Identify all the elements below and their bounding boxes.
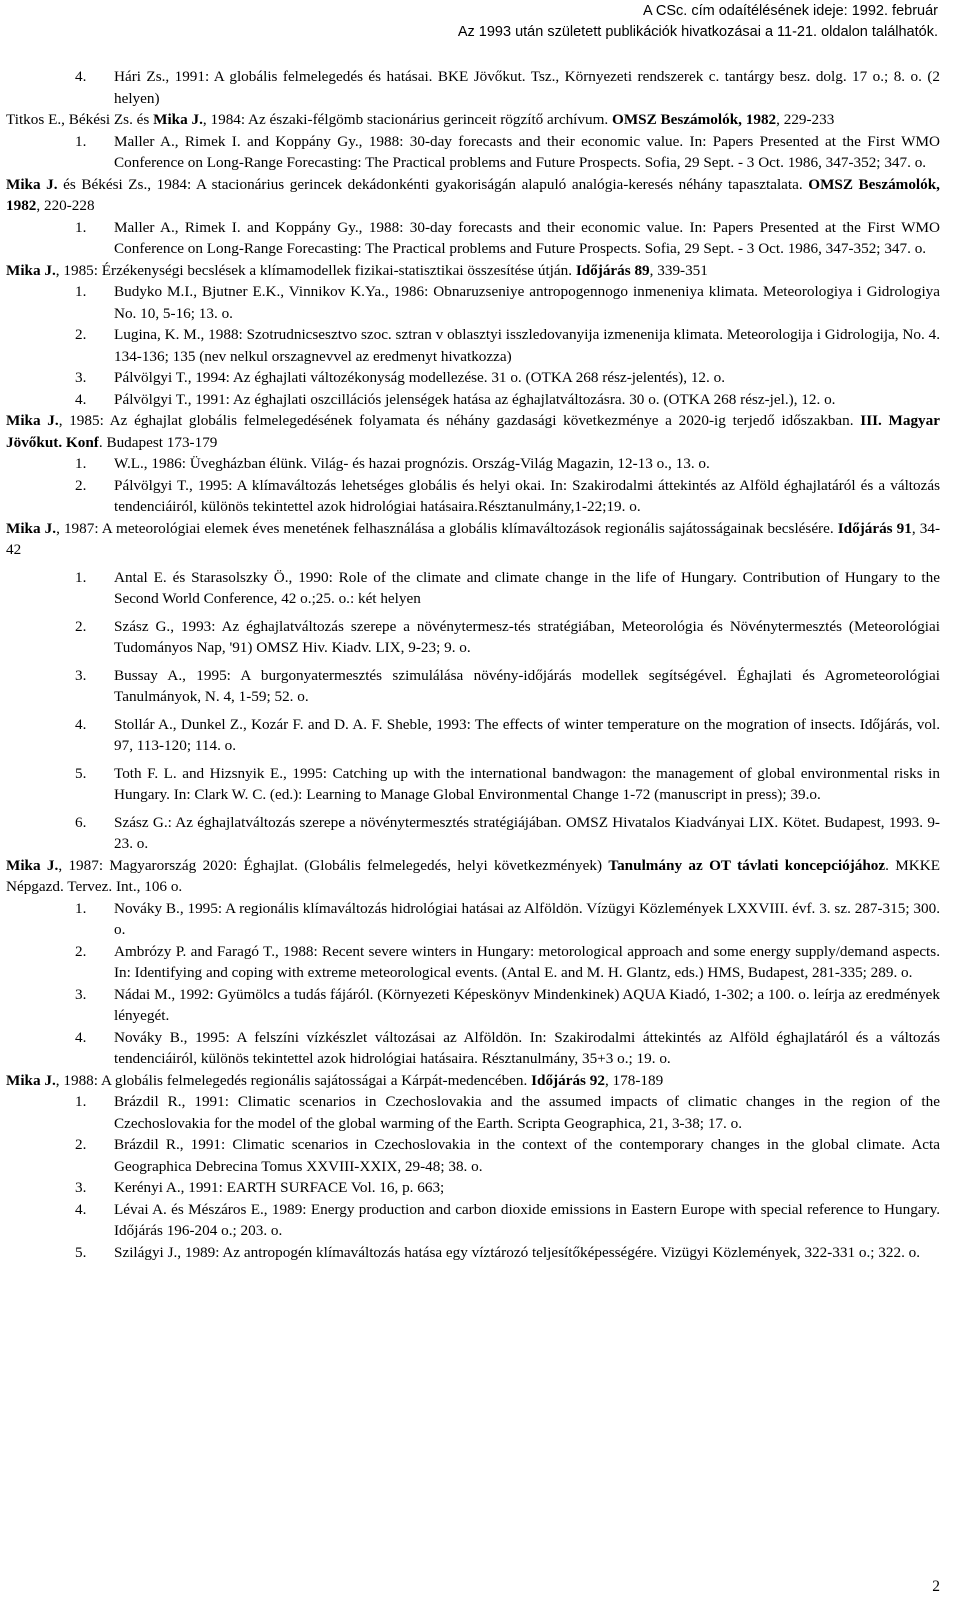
- citation-number: 1.: [75, 455, 87, 472]
- citation-number: 4.: [75, 390, 87, 408]
- citation-number: 2.: [75, 617, 87, 635]
- heading-text: , 1984: Az északi-félgömb stacionárius gerinceit rögzítő archívum.: [202, 111, 612, 128]
- citation-text: Brázdil R., 1991: Climatic scenarios in Czechoslovakia and the assumed impacts of climatic changes in the region of the Czechoslovakia for the model of the global warming of the Earth. Scripta Geographica, 21, 3-38; 17. o.: [114, 1093, 940, 1132]
- journal-name: Időjárás 89: [575, 261, 650, 279]
- citation-item: [6, 1177, 940, 1199]
- publication-heading: [6, 260, 940, 282]
- journal-name: Időjárás 91: [837, 519, 912, 537]
- header-line-2: Az 1993 után született publikációk hivatkozásai a 11-21. oldalon találhatók.: [457, 23, 938, 40]
- heading-text: Titkos E., Békési Zs. és: [6, 111, 154, 128]
- publication-heading: [6, 1070, 940, 1092]
- citation-number: 6.: [75, 813, 87, 831]
- publication-entry: [6, 518, 940, 855]
- citation-item: [6, 1091, 940, 1134]
- citation-number: 1.: [75, 1093, 87, 1110]
- heading-text: , 1987: Magyarország 2020: Éghajlat. (Globális felmelegedés, helyi következmények): [58, 856, 609, 874]
- citation-item: [6, 389, 940, 411]
- citation-number: 1.: [75, 132, 87, 150]
- author-name: Mika J.: [6, 175, 58, 193]
- publication-entry: [6, 410, 940, 518]
- citation-text: Brázdil R., 1991: Climatic scenarios in Czechoslovakia in the context of the contemporary changes in the global climate. Acta Geographica Debrecina Tomus XXVIII-XXIX, 29-48; 38. o.: [114, 1136, 940, 1175]
- heading-text: , 1987: A meteorológiai elemek éves menetének felhasználása a globális klímaváltozások regionális sajátosságainak becslésére.: [56, 519, 838, 537]
- citation-item: [6, 475, 940, 518]
- citation-item: [6, 1242, 940, 1264]
- citation-number: 5.: [75, 1243, 87, 1261]
- citation-text: W.L., 1986: Üvegházban élünk. Világ- és hazai prognózis. Ország-Világ Magazin, 12-13 o., 13. o.: [114, 455, 710, 472]
- citation-number: 3.: [75, 1179, 87, 1196]
- citation-list: [6, 567, 940, 855]
- publication-entry: [6, 1070, 940, 1264]
- heading-text: , 220-228: [36, 197, 95, 214]
- citation-text: Toth F. L. and Hizsnyik E., 1995: Catching up with the international bandwagon: the management of global environmental risks in Hungary. In: Clark W. C. (ed.): Learning to Manage Global Environmental Change 1-72 (manuscript in press); 39.o.: [114, 764, 940, 803]
- citation-number: 4.: [75, 1028, 87, 1046]
- citation-item: [6, 66, 940, 109]
- citation-text: Szilágyi J., 1989: Az antropogén klímaváltozás hatása egy víztározó teljesítőképességére. Vizügyi Közlemények, 322-331 o.; 322. o.: [114, 1243, 921, 1261]
- journal-name: 1982: [745, 111, 777, 128]
- citation-text: Ambrózy P. and Faragó T., 1988: Recent severe winters in Hungary: metorological approach and some energy supply/demand aspects. In: Identifying and coping with extreme meteorological events. (Antal E. and M. H. Glantz, eds.) HMS, Budapest, 281-335; 289. o.: [114, 942, 940, 981]
- author-name: Mika J.: [153, 111, 203, 128]
- citation-item: [6, 453, 940, 475]
- publication-entry: [6, 260, 940, 411]
- header-line-1: A CSc. cím odaítélésének ideje: 1992. február: [642, 3, 938, 19]
- citation-text: Lugina, K. M., 1988: Szotrudnicsesztvo szoc. sztran v oblasztyi isszledovanyija izmenenija klimata. Meteorologija i Gidrologija, No. 4. 134-136; 135 (nev nelkul orszagnevvel az eredmenyt hivatkozza): [114, 326, 940, 365]
- citation-list: [6, 1091, 940, 1263]
- heading-text: , 1988: A globális felmelegedés regionális sajátosságai a Kárpát-medencében.: [55, 1071, 532, 1089]
- citation-item: [6, 984, 940, 1027]
- citation-number: 2.: [75, 326, 87, 343]
- citation-number: 1.: [75, 568, 87, 586]
- citation-item: [6, 131, 940, 174]
- publication-entry: [6, 855, 940, 1070]
- citation-number: 4.: [75, 715, 87, 733]
- author-name: Mika J.: [6, 856, 59, 874]
- author-name: Mika J.: [6, 1071, 56, 1089]
- citation-item: [6, 812, 940, 855]
- publication-heading: [6, 174, 940, 217]
- citation-number: 2.: [75, 476, 87, 494]
- citation-text: Pálvölgyi T., 1991: Az éghajlati oszcillációs jelenségek hatása az éghajlatváltozásra. 30 o. (OTKA 268 rész-jel.), 12. o.: [114, 390, 836, 408]
- citation-item: [6, 616, 940, 659]
- citation-number: 2.: [75, 1136, 87, 1153]
- citation-list: [6, 217, 940, 260]
- citation-text: Nováky B., 1995: A felszíni vízkészlet változásai az Alföldön. In: Szakirodalmi áttekintés az Alföld éghajlatáról és a változás tendenciáiról, különös tekintettel azok hidrológiai hatásaira. Résztanulmány, 35+3 o.; 19. o.: [114, 1028, 940, 1067]
- citation-text: Pálvölgyi T., 1995: A klímaváltozás lehetséges globális és helyi okai. In: Szakirodalmi áttekintés az Alföld éghajlatáról és a változás tendenciáiról, különös tekintettel azok hidrológiai hatásaira.Résztanulmány,1-22;19. o.: [114, 476, 940, 515]
- citation-text: Hári Zs., 1991: A globális felmelegedés és hatásai. BKE Jövőkut. Tsz., Környezeti rendszerek c. tantárgy besz. dolg. 17 o.; 8. o. (2 helyen): [114, 68, 940, 107]
- citation-text: Maller A., Rimek I. and Koppány Gy., 1988: 30-day forecasts and their economic value. In: Papers Presented at the First WMO Conference on Long-Range Forecasting: The Practical problems and Future Prospects. Sofia, 29 Sept. - 3 Oct. 1986, 347-352; 347. o.: [114, 218, 940, 257]
- citation-number: 5.: [75, 764, 87, 782]
- publication-heading: [6, 109, 940, 131]
- citation-text: Szász G.: Az éghajlatváltozás szerepe a növénytermesztés stratégiájában. OMSZ Hivatalos Kiadványai LIX. Kötet. Budapest, 1993. 9-23. o.: [114, 813, 940, 852]
- author-name: Mika J.: [6, 519, 57, 537]
- page-number: 2: [932, 1577, 940, 1595]
- heading-text: , 178-189: [604, 1071, 664, 1089]
- citation-item: [6, 217, 940, 260]
- citation-text: Szász G., 1993: Az éghajlatváltozás szerepe a növénytermesz-tés stratégiában, Meteorológia és Növénytermesztés (Meteorológiai Tudományos Nap, '91) OMSZ Hiv. Kiadv. LIX, 9-23; 9. o.: [114, 617, 940, 656]
- citation-number: 3.: [75, 666, 87, 684]
- heading-text: , 1985: Az éghajlat globális felmelegedésének folyamata és néhány gazdasági következménye a 2020-ig terjedő időszakban.: [58, 412, 861, 429]
- citation-item: [6, 714, 940, 757]
- citation-list: [6, 898, 940, 1070]
- publication-entry: [6, 66, 940, 109]
- journal-name: OMSZ Beszámolók,: [612, 111, 742, 128]
- citation-text: Antal E. és Starasolszky Ö., 1990: Role of the climate and climate change in the life of Hungary. Contribution of Hungary to the Second World Conference, 42 o.;25. o.: két helyen: [114, 568, 940, 607]
- citation-item: [6, 1199, 940, 1242]
- citation-list: [6, 281, 940, 410]
- publication-list: [6, 66, 940, 1263]
- publication-entry: [6, 109, 940, 174]
- citation-item: [6, 367, 940, 389]
- page-header: [458, 1, 938, 42]
- citation-list: [6, 453, 940, 518]
- citation-list: [6, 131, 940, 174]
- citation-number: 4.: [75, 1200, 87, 1218]
- citation-number: 3.: [75, 985, 87, 1003]
- citation-text: Nádai M., 1992: Gyümölcs a tudás fájáról. (Környezeti Képeskönyv Mindenkinek) AQUA Kiadó, 1-302; a 100. o. leírja az eredmények lényegét.: [114, 985, 940, 1024]
- heading-text: . Budapest 173-179: [98, 433, 218, 451]
- journal-name: Időjárás 92: [531, 1071, 605, 1089]
- heading-text: . MKKE Népgazd. Tervez. Int., 106 o.: [6, 856, 941, 895]
- citation-item: [6, 898, 940, 941]
- journal-name: III. Magyar Jövőkut. Konf: [6, 412, 940, 451]
- citation-number: 1.: [75, 899, 87, 917]
- author-name: Mika J.: [6, 261, 56, 279]
- publication-heading: [6, 410, 940, 453]
- citation-number: 4.: [75, 68, 87, 85]
- heading-text: , 34-42: [6, 519, 940, 558]
- citation-text: Nováky B., 1995: A regionális klímaváltozás hidrológiai hatásai az Alföldön. Vízügyi Közlemények LXXVIII. évf. 3. sz. 287-315; 300. o.: [114, 899, 940, 938]
- citation-item: [6, 281, 940, 324]
- citation-text: Budyko M.I., Bjutner E.K., Vinnikov K.Ya., 1986: Obnaruzseniye antropogennogo inmeneniya klimata. Meteorologiya i Gidrologiya No. 10, 5-16; 13. o.: [114, 283, 940, 322]
- citation-text: Lévai A. és Mészáros E., 1989: Energy production and carbon dioxide emissions in Eastern Europe with special reference to Hungary. Időjárás 196-204 o.; 203. o.: [114, 1200, 940, 1239]
- heading-text: , 339-351: [649, 261, 708, 279]
- citation-item: [6, 941, 940, 984]
- citation-text: Kerényi A., 1991: EARTH SURFACE Vol. 16, p. 663;: [114, 1179, 445, 1196]
- citation-list: [6, 66, 940, 109]
- citation-number: 2.: [75, 942, 87, 960]
- heading-text: , 1985: Érzékenységi becslések a klímamodellek fizikai-statisztikai összesítése útján.: [55, 261, 576, 279]
- citation-item: [6, 324, 940, 367]
- author-name: Mika J.: [6, 412, 59, 429]
- citation-item: [6, 665, 940, 708]
- citation-text: Maller A., Rimek I. and Koppány Gy., 1988: 30-day forecasts and their economic value. In: Papers Presented at the First WMO Conference on Long-Range Forecasting: The Practical problems and Future Prospects. Sofia, 29 Sept. - 3 Oct. 1986, 347-352; 347. o.: [114, 132, 940, 171]
- publication-heading: [6, 855, 940, 898]
- citation-text: Stollár A., Dunkel Z., Kozár F. and D. A. F. Sheble, 1993: The effects of winter temperature on the mogration of insects. Időjárás, vol. 97, 113-120; 114. o.: [114, 715, 940, 754]
- journal-name: OMSZ Beszámolók, 1982: [6, 175, 940, 214]
- citation-item: [6, 1027, 940, 1070]
- publication-heading: [6, 518, 940, 561]
- citation-item: [6, 1134, 940, 1177]
- citation-number: 1.: [75, 218, 87, 236]
- citation-item: [6, 567, 940, 610]
- journal-name: Tanulmány az OT távlati koncepciójához: [608, 856, 886, 874]
- citation-number: 1.: [75, 283, 87, 300]
- heading-text: , 229-233: [776, 111, 835, 128]
- citation-number: 3.: [75, 369, 87, 386]
- publication-entry: [6, 174, 940, 260]
- citation-item: [6, 763, 940, 806]
- citation-text: Pálvölgyi T., 1994: Az éghajlati változékonyság modellezése. 31 o. (OTKA 268 rész-jelentés), 12. o.: [114, 369, 726, 386]
- heading-text: és Békési Zs., 1984: A stacionárius gerincek dekádonkénti gyakoriságán alapuló analógia-keresés néhány tapasztalata.: [57, 175, 809, 193]
- citation-text: Bussay A., 1995: A burgonyatermesztés szimulálása növény-időjárás modellek segítségével. Éghajlati és Agrometeorológiai Tanulmányok, N. 4, 1-59; 52. o.: [114, 666, 940, 705]
